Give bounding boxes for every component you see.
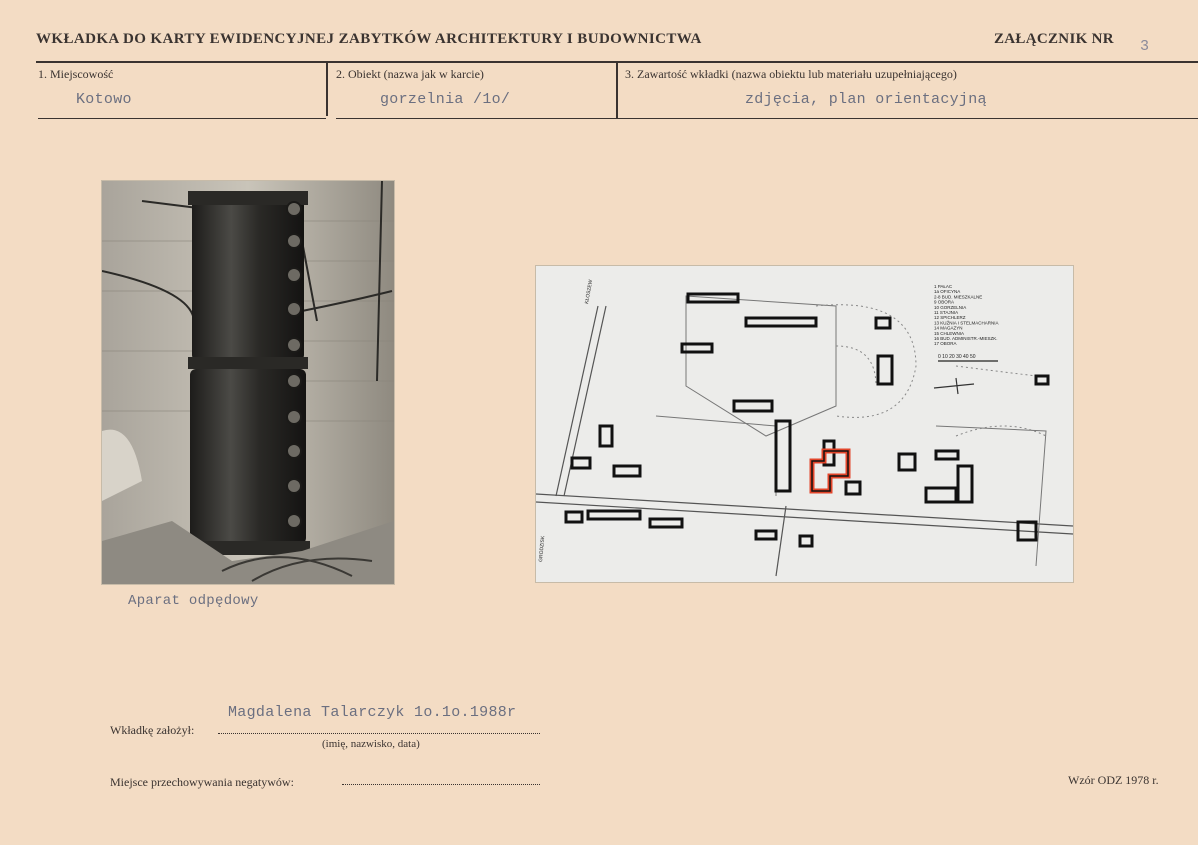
legend-entry: 13 KUŹNIA I STELMACHARNIA [934, 320, 999, 326]
field-underline-2 [336, 118, 616, 119]
legend-entry: 1a OFICYNA [934, 289, 961, 295]
legend-entry: 14 MAGAZYN [934, 325, 963, 331]
site-plan-drawing [536, 266, 1073, 582]
negatives-dotted-line [342, 784, 540, 785]
divider-1 [326, 61, 328, 116]
photo-caption: Aparat odpędowy [128, 593, 259, 609]
legend-entry: 2-8 BUD. MIESZKALNE [934, 294, 983, 300]
legend-entry: 17 OBORA [934, 341, 957, 347]
road-label-left: GRODZISK [538, 535, 547, 563]
content-label: 3. Zawartość wkładki (nazwa obiektu lub materiału uzupełniającego) [625, 67, 957, 81]
legend-entry: 10 GORZELNIA [934, 304, 967, 310]
author-dotted-line [218, 733, 540, 734]
field-underline-3 [616, 118, 1198, 119]
form-title: WKŁADKA DO KARTY EWIDENCYJNEJ ZABYTKÓW ARCHITEKTURY I BUDOWNICTWA [36, 31, 702, 47]
field-underline-1 [38, 118, 326, 119]
author-label: Wkładkę założył: [110, 723, 195, 737]
place-label: 1. Miejscowość [38, 67, 114, 81]
attachment-number: 3 [1140, 38, 1150, 55]
site-plan-map [535, 265, 1074, 583]
author-hint: (imię, nazwisko, data) [322, 738, 420, 750]
scale-ticks: 0 10 20 30 40 50 [938, 354, 976, 360]
legend-entry: 1 PAŁAC [934, 284, 953, 289]
content-value: zdjęcia, plan orientacyjną [745, 91, 987, 108]
object-label: 2. Obiekt (nazwa jak w karcie) [336, 67, 484, 81]
negatives-label: Miejsce przechowywania negatywów: [110, 775, 294, 789]
legend-entry: 9 OBORA [934, 299, 955, 305]
author-value: Magdalena Talarczyk 1o.1o.1988r [228, 704, 517, 721]
apparatus-illustration [102, 181, 394, 584]
object-value: gorzelnia /1o/ [380, 91, 511, 108]
divider-2 [616, 61, 618, 118]
apparatus-photo [101, 180, 395, 585]
legend-entry: 16 BUD. ADMINISTR.-MIESZK. [934, 336, 998, 341]
place-value: Kotowo [76, 91, 132, 108]
attachment-label: ZAŁĄCZNIK NR [994, 31, 1114, 47]
legend-entry: 15 CHLEWNIA [934, 330, 965, 336]
form-pattern-label: Wzór ODZ 1978 r. [1068, 773, 1159, 787]
road-label-top: KŁOSZEW [584, 279, 595, 305]
legend-entry: 12 SPICHLERZ [934, 315, 966, 321]
legend-entry: 11 STAJNIA [934, 310, 959, 315]
